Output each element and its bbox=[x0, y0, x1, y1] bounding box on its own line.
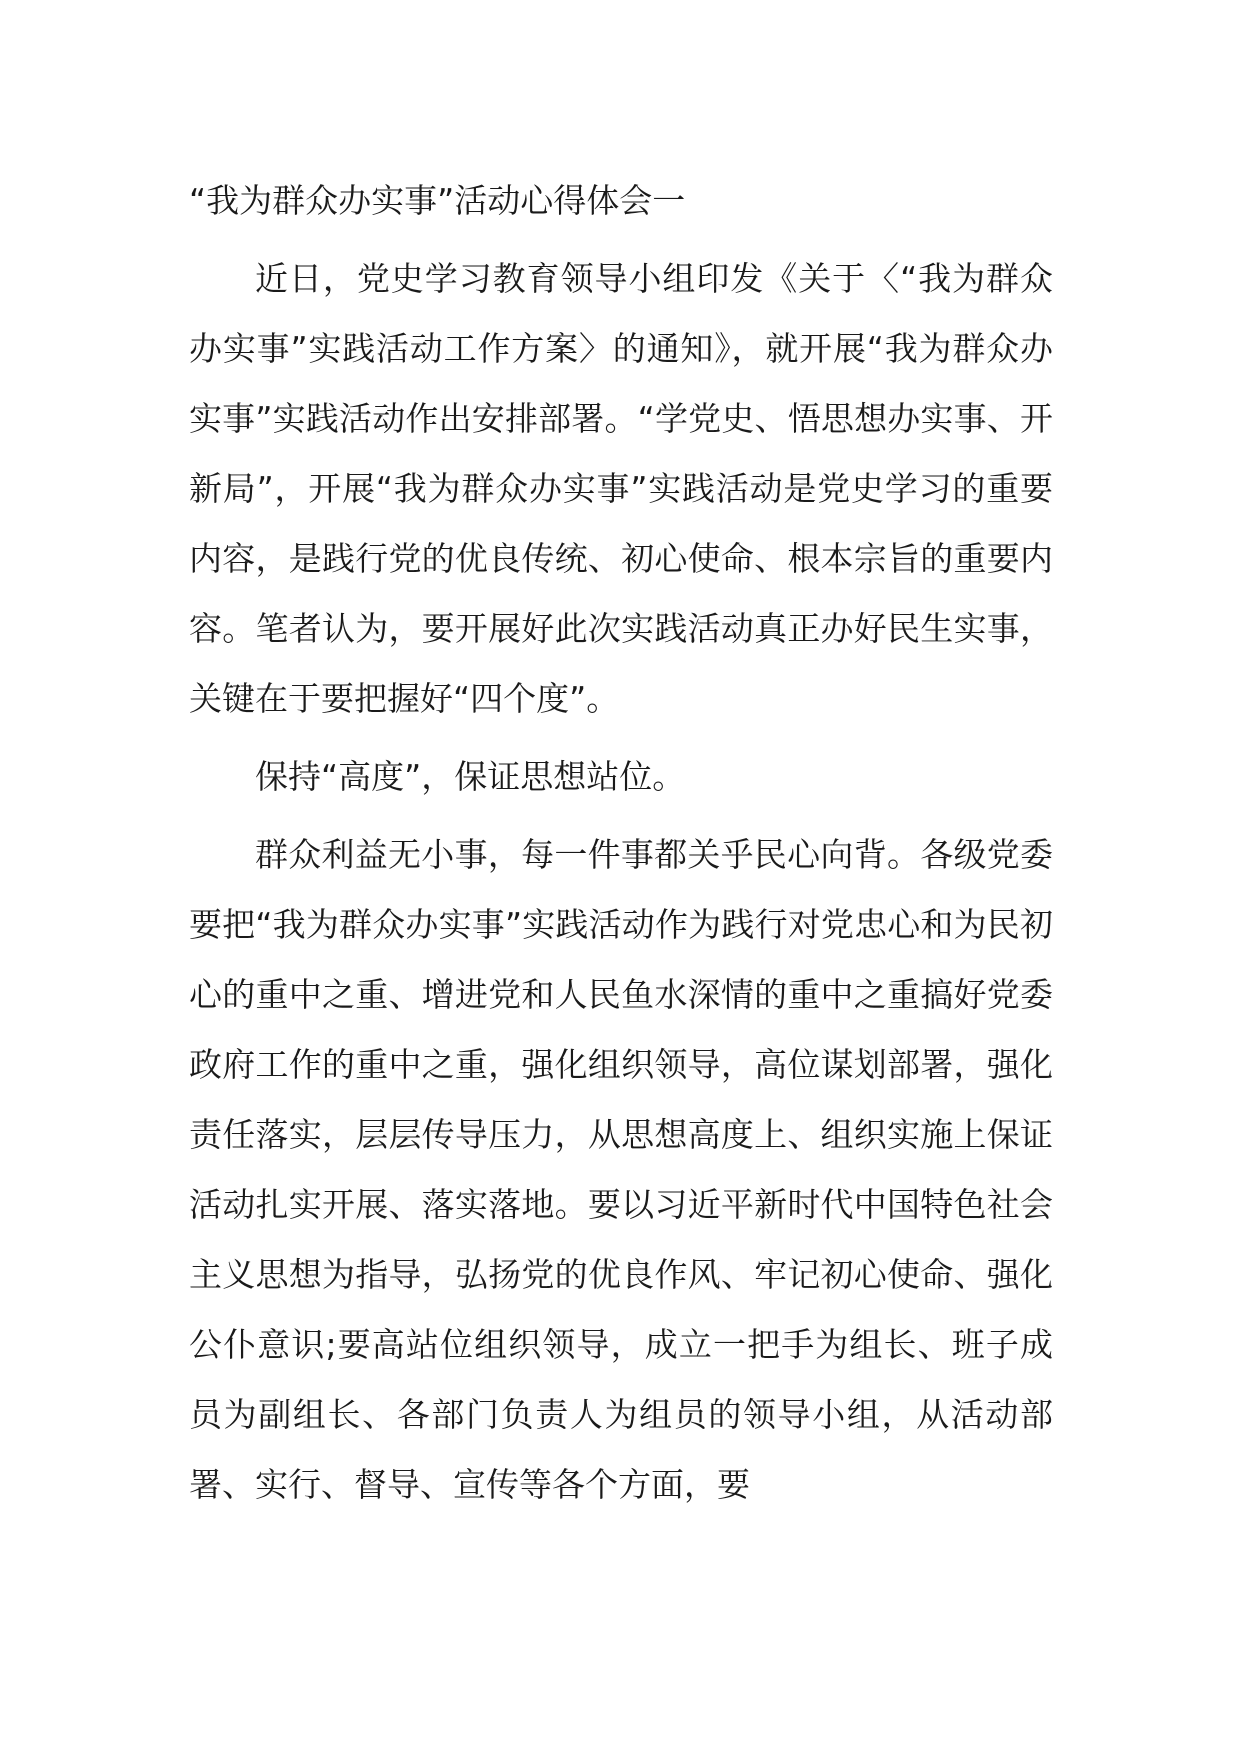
paragraph-body: 群众利益无小事，每一件事都关乎民心向背。各级党委要把“我为群众办实事”实践活动作为践行对党忠心和为民初心的重中之重、增进党和人民鱼水深情的重中之重搞好党委政府工作的重中之重，强化组织领导，高位谋划部署，强化责任落实，层层传导压力，从思想高度上、组织实施上保证活动扎实开展、落实落地。要以习近平新时代中国特色社会主义思想为指导，弘扬党的优良作风、牢记初心使命、强化公仆意识;要高站位组织领导，成立一把手为组长、班子成员为副组长、各部门负责人为组员的领导小组，从活动部署、实行、督导、宣传等各个方面，要 bbox=[189, 835, 1053, 1504]
paragraph-heading-height: 保持“高度”，保证思想站位。 bbox=[255, 757, 686, 796]
document-page bbox=[189, 166, 1053, 1520]
paragraph-intro: 近日，党史学习教育领导小组印发《关于〈“我为群众办实事”实践活动工作方案〉的通知》，就开展“我为群众办实事”实践活动作出安排部署。“学党史、悟思想办实事、开新局”，开展“我为群众办实事”实践活动是党史学习的重要内容，是践行党的优良传统、初心使命、根本宗旨的重要内容。笔者认为，要开展好此次实践活动真正办好民生实事，关键在于要把握好“四个度”。 bbox=[189, 259, 1053, 718]
document-title: “我为群众办实事”活动心得体会一 bbox=[189, 181, 686, 220]
